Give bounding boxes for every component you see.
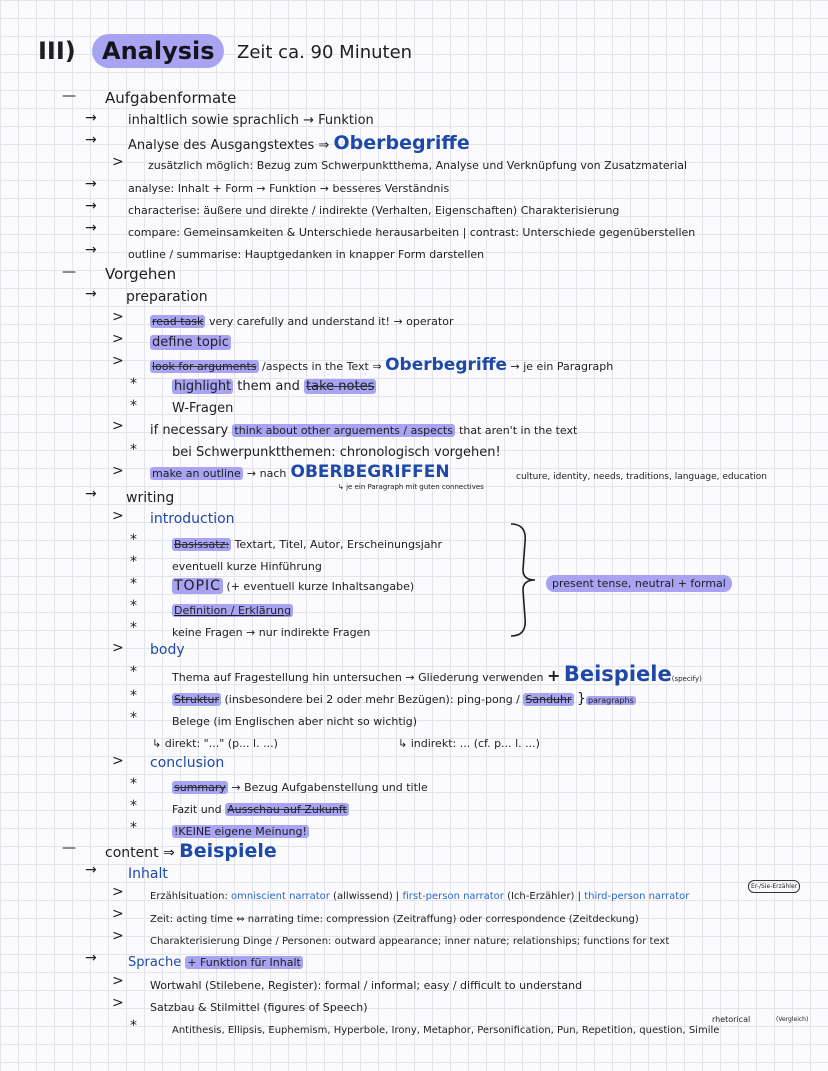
conclusion-item: !KEINE eigene Meinung! — [174, 825, 307, 838]
chevron-marker: > — [112, 463, 124, 479]
page-subtitle: Zeit ca. 90 Minuten — [237, 42, 413, 63]
preparation-item: read task very carefully and understand it! → operator — [152, 315, 454, 328]
body-item: Struktur (insbesondere bei 2 oder mehr Bezügen): ping-pong / Sanduhr } paragraphs — [174, 691, 634, 707]
vorgehen-heading: Vorgehen — [105, 265, 177, 283]
inhalt-label: Inhalt — [128, 866, 168, 882]
rhetorical-note: rhetorical — [712, 1015, 751, 1024]
sprache-heading: Sprache + Funktion für Inhalt — [128, 955, 301, 970]
asterisk-marker: * — [130, 688, 137, 704]
writing-label: writing — [126, 490, 175, 506]
inhalt-item: Erzählsituation: omniscient narrator (allwissend) | first-person narrator (Ich-Erzähler) | third-person narrator — [150, 891, 690, 902]
sprache-item: Satzbau & Stilmittel (figures of Speech) — [150, 1001, 368, 1014]
page-title: Analysis — [102, 37, 215, 65]
preparation-categories: culture, identity, needs, traditions, language, education — [516, 472, 767, 482]
chevron-marker: > — [112, 418, 124, 434]
introduction-item: eventuell kurze Hinführung — [172, 560, 322, 573]
body-quote-direct: ↳ direkt: "..." (p... l. ...) — [152, 737, 278, 750]
asterisk-marker: * — [130, 820, 137, 836]
aufgaben-item: compare: Gemeinsamkeiten & Unterschiede herausarbeiten | contrast: Unterschiede gegenüberstellen — [128, 226, 696, 239]
chevron-marker: > — [112, 753, 124, 769]
asterisk-marker: * — [130, 442, 137, 458]
chevron-marker: > — [112, 309, 124, 325]
aufgaben-item: Analyse des Ausgangstextes ⇒ Oberbegriffe — [128, 132, 470, 154]
conclusion-item: Fazit und Ausschau auf Zukunft — [172, 803, 347, 816]
dash-marker: — — [62, 840, 76, 856]
aufgaben-item: zusätzlich möglich: Bezug zum Schwerpunktthema, Analyse und Verknüpfung von Zusatzmaterial — [148, 159, 688, 172]
narrator-note: Er-/Sie-Erzähler — [748, 880, 800, 893]
preparation-item: make an outline → nach OBERBEGRIFFEN — [152, 462, 450, 482]
asterisk-marker: * — [130, 376, 137, 392]
arrow-marker: → — [85, 242, 97, 258]
chevron-marker: > — [112, 331, 124, 347]
body-item: Thema auf Fragestellung hin untersuchen → Gliederung verwenden + Beispiele(specify) — [172, 662, 702, 686]
preparation-item: define topic — [152, 335, 229, 350]
dash-marker: — — [62, 264, 76, 280]
introduction-label: introduction — [150, 511, 235, 527]
sprache-item: Antithesis, Ellipsis, Euphemism, Hyperbole, Irony, Metaphor, Personification, Pun, Repetition, question, Simile — [172, 1025, 720, 1036]
chevron-marker: > — [112, 154, 124, 170]
inhalt-item: Zeit: acting time ⇔ narrating time: compression (Zeitraffung) oder correspondence (Zeitdeckung) — [150, 914, 639, 925]
arrow-marker: → — [85, 198, 97, 214]
chevron-marker: > — [112, 973, 124, 989]
body-item: Belege (im Englischen aber nicht so wichtig) — [172, 715, 417, 728]
preparation-note: ↳ je ein Paragraph mit guten connectives — [338, 483, 484, 491]
aufgaben-item: characterise: äußere und direkte / indirekte (Verhalten, Eigenschaften) Charakterisierung — [128, 204, 620, 217]
chevron-marker: > — [112, 928, 124, 944]
aufgaben-item: analyse: Inhalt + Form → Funktion → besseres Verständnis — [128, 182, 450, 195]
introduction-item: Definition / Erklärung — [174, 604, 292, 617]
chevron-marker: > — [112, 640, 124, 656]
preparation-subitem: bei Schwerpunktthemen: chronologisch vorgehen! — [172, 445, 501, 460]
chevron-marker: > — [112, 906, 124, 922]
arrow-marker: → — [85, 110, 97, 126]
arrow-marker: → — [85, 220, 97, 236]
asterisk-marker: * — [130, 620, 137, 636]
aufgaben-item: inhaltlich sowie sprachlich → Funktion — [128, 113, 374, 128]
arrow-marker: → — [85, 950, 97, 966]
sprache-item: Wortwahl (Stilebene, Register): formal / informal; easy / difficult to understand — [150, 979, 583, 992]
asterisk-marker: * — [130, 664, 137, 680]
asterisk-marker: * — [130, 398, 137, 414]
preparation-label: preparation — [126, 289, 208, 305]
asterisk-marker: * — [130, 776, 137, 792]
chevron-marker: > — [112, 353, 124, 369]
introduction-item: TOPIC (+ eventuell kurze Inhaltsangabe) — [174, 578, 415, 594]
conclusion-label: conclusion — [150, 755, 225, 771]
arrow-marker: → — [85, 176, 97, 192]
intro-brace-note: present tense, neutral + formal — [546, 575, 732, 592]
arrow-marker: → — [85, 486, 97, 502]
content-heading: content ⇒ Beispiele — [105, 840, 277, 862]
preparation-subitem: highlight them and take notes — [174, 379, 375, 394]
aufgaben-heading: Aufgabenformate — [105, 89, 237, 107]
chevron-marker: > — [112, 508, 124, 524]
arrow-marker: → — [85, 286, 97, 302]
introduction-item: Basissatz: Textart, Titel, Autor, Erscheinungsjahr — [174, 538, 442, 551]
asterisk-marker: * — [130, 576, 137, 592]
asterisk-marker: * — [130, 1018, 137, 1034]
asterisk-marker: * — [130, 598, 137, 614]
chevron-marker: > — [112, 995, 124, 1011]
introduction-item: keine Fragen → nur indirekte Fragen — [172, 626, 371, 639]
arrow-marker: → — [85, 862, 97, 878]
preparation-subitem: W-Fragen — [172, 401, 234, 416]
preparation-item: if necessary think about other arguements / aspects that aren't in the text — [150, 423, 578, 438]
preparation-item: look for arguments /aspects in the Text ⇒ Oberbegriffe → je ein Paragraph — [152, 355, 614, 375]
arrow-marker: → — [85, 132, 97, 148]
chevron-marker: > — [112, 884, 124, 900]
simile-note: (Vergleich) — [776, 1016, 809, 1023]
conclusion-item: summary → Bezug Aufgabenstellung und title — [174, 781, 428, 794]
intro-brace — [505, 520, 545, 640]
body-label: body — [150, 642, 185, 658]
section-number: III) — [38, 37, 76, 65]
asterisk-marker: * — [130, 798, 137, 814]
inhalt-item: Charakterisierung Dinge / Personen: outward appearance; inner nature; relationships; functions for text — [150, 936, 670, 947]
body-quote-indirect: ↳ indirekt: ... (cf. p... l. ...) — [398, 737, 540, 750]
asterisk-marker: * — [130, 532, 137, 548]
aufgaben-item: outline / summarise: Hauptgedanken in knapper Form darstellen — [128, 248, 485, 261]
asterisk-marker: * — [130, 554, 137, 570]
asterisk-marker: * — [130, 710, 137, 726]
dash-marker: — — [62, 88, 76, 104]
